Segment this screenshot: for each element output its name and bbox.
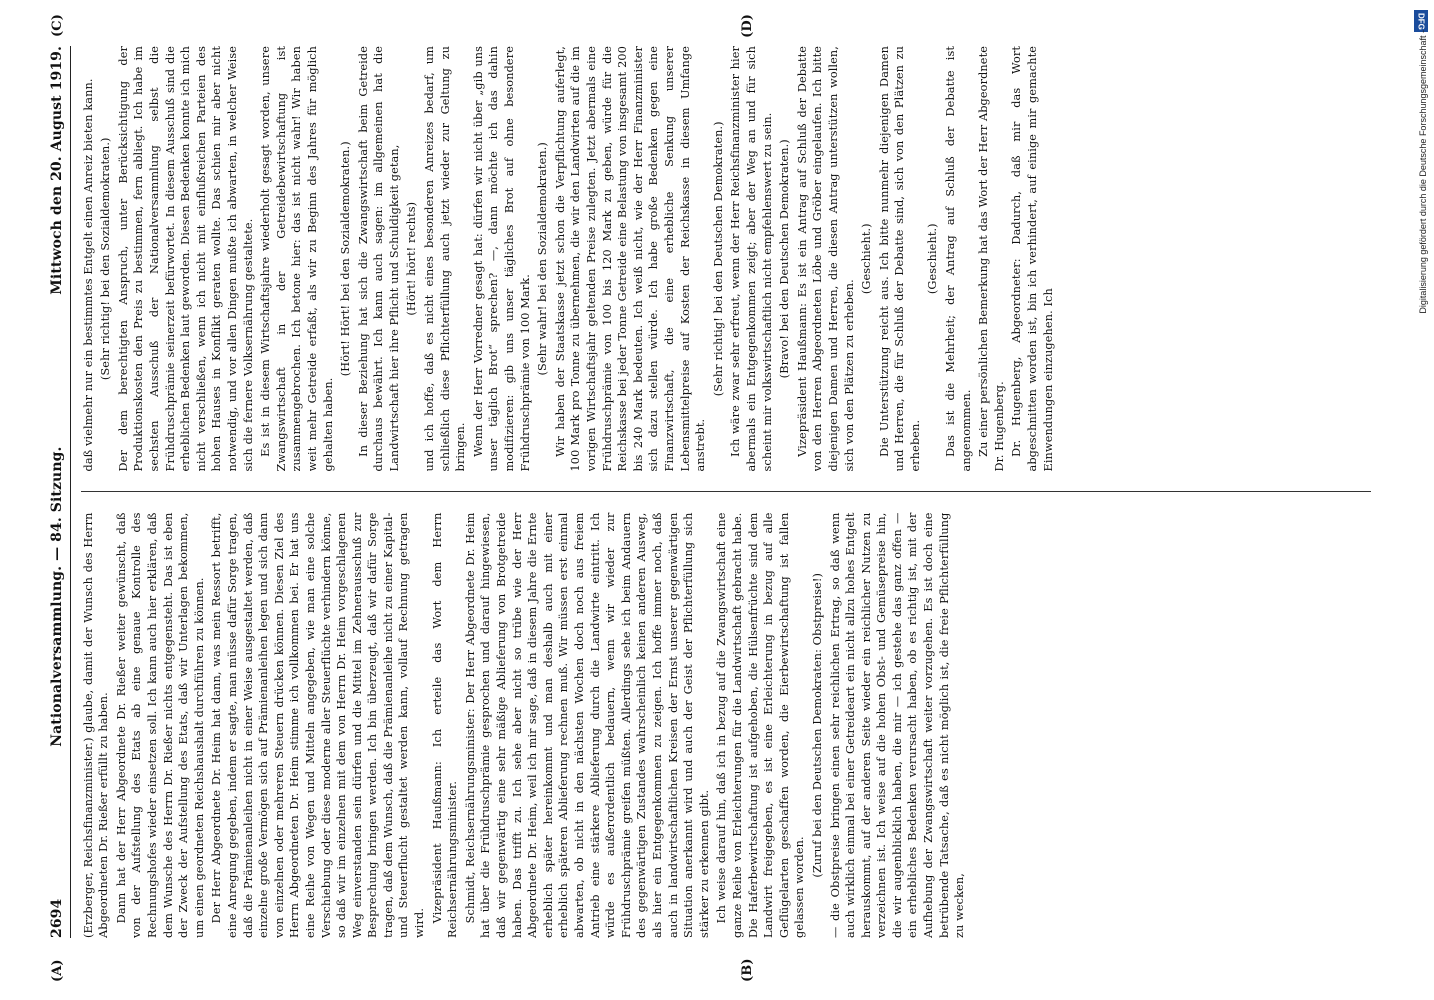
paragraph: — die Obstpreise bringen einen sehr reichlichen Ertrag, so daß wenn auch wirklich einmal bei einer Getreideart ein nicht allzu hohes Entgelt herauskommt, auf der anderen Seite wieder ein reichlicher Nutzen zu verzeichnen ist. Ich weise auf die hohen Obst- und Gemüsepreise hin, die wir augenblicklich haben, die mir — ich gestehe das ganz offen — ein erhebliches Bedenken verursacht haben, ob es richtig ist, mit der Aufhebung der Zwangswirtschaft weiter vorzugehen. Es ist doch eine betrübende Tatsache, daß es nicht möglich ist, die freie Pflichterfüllung zu wecken,: [828, 512, 967, 938]
margin-marker-c: (C): [50, 14, 65, 37]
page-header: [50, 46, 71, 938]
paragraph: Die Unterstützung reicht aus. Ich bitte nunmehr diejenigen Damen und Herren, die für Schluß der Debatte sind, sich von den Plätzen zu erheben.: [877, 46, 922, 472]
paragraph: In dieser Beziehung hat sich die Zwangswirtschaft beim Getreide durchaus bewährt. Ich kann auch sagen: im allgemeinen hat die Landwirtschaft hier ihre Pflicht und Schuldigkeit getan,: [356, 46, 401, 472]
paragraph: daß vielmehr nur ein bestimmtes Entgelt einen Anreiz bieten kann.: [81, 78, 95, 472]
paragraph: Ich weise darauf hin, daß ich in bezug auf die Zwangswirtschaft eine ganze Reihe von Erleichterungen für die Landwirtschaft gebracht habe. Die Haferbewirtschaftung ist aufgehoben, die Hülsenfrüchte sind dem Landwirt freigegeben, es ist eine Erleichterung in bezug auf alle Geflügelarten geschaffen worden, die Eierbewirtschaftung ist fallen gelassen worden.: [715, 512, 807, 938]
paragraph: Dann hat der Herr Abgeordnete Dr. Rießer weiter gewünscht, daß von der Aufstellung des Etats ab eine genaue Kontrolle des Rechnungshofes wieder einsetzen soll. Ich kann auch hier erklären, daß dem Wunsche des Herrn Dr. Rießer nichts entgegensteht. Das ist eben der Zweck der Aufstellung des Etats, daß wir Unterlagen bekommen, um einen geordneten Reichshaushalt durchführen zu können.: [114, 512, 206, 938]
interjection: (Geschieht.): [926, 223, 940, 295]
digitization-text: Digitalisierung gefördert durch die Deutsche Forschungsgemeinschaft -: [1418, 30, 1428, 314]
interjection: (Hört! Hört! bei den Sozialdemokraten.): [339, 141, 353, 377]
right-column: [81, 46, 1371, 472]
paragraph: (Erzberger, Reichsfinanzminister.) glaube, damit der Wunsch des Herrn Abgeordneten Dr. Rießer erfüllt zu haben.: [81, 512, 111, 938]
column-divider: [81, 492, 1371, 493]
paragraph: Das ist die Mehrheit; der Antrag auf Schluß der Debatte ist angenommen.: [944, 46, 973, 472]
text-columns: [81, 46, 1371, 938]
dfg-logo: DFG: [1414, 10, 1428, 32]
paragraph: Der dem berechtigten Anspruch, unter Berücksichtigung der Produktionskosten den Preis zu bestimmen, fern abliegt. Ich habe im sechsten Ausschuß der Nationalversammlung selbst die Frühdruschprämie seinerzeit befürwortet. In diesem Ausschuß sind die erheblichen Bedenken laut geworden. Diesen Bedenken konnte ich mich nicht verschließen, wenn ich nicht mit einflußreichen Parteien des hohen Hauses in Konflikt geraten wollte. Das schien mir aber nicht notwendig, und vor allen Dingen mußte ich abwarten, in welcher Weise sich die fernere Volksernährung gestaltete.: [116, 46, 255, 472]
paragraph: Schmidt, Reichsernährungsminister: Der Herr Abgeordnete Dr. Heim hat über die Frühdruschprämie gesprochen und darauf hingewiesen, daß wir gegenwärtig eine sehr mäßige Ablieferung von Brotgetreide haben. Das trifft zu. Ich sehe aber nicht so trübe wie der Herr Abgeordnete Dr. Heim, weil ich mir sage, daß in diesem Jahre die Ernte erheblich später hereinkommt und man deshalb auch mit einer erheblich späteren Ablieferung rechnen muß. Wir müssen erst einmal abwarten, ob nicht in den nächsten Wochen doch noch aus freiem Antrieb eine stärkere Ablieferung durch die Landwirte eintritt. Ich würde es außerordentlich bedauern, wenn wir wieder zur Frühdruschprämie greifen müßten. Allerdings sehe ich beim Andauern des gegenwärtigen Zustandes wahrscheinlich keinen anderen Ausweg, als hier ein Entgegenkommen zu zeigen. Ich hoffe immer noch, daß auch in landwirtschaftlichen Kreisen der Ernst unserer gegenwärtigen Situation anerkannt wird und auch der Geist der Pflichterfüllung sich stärker zu erkennen gibt.: [463, 512, 711, 938]
paragraph: Der Herr Abgeordnete Dr. Heim hat dann, was mein Ressort betrifft, eine Anregung gegeben, indem er sagte, man müsse dafür Sorge tragen, daß die Prämienanleihen nicht in einer Weise ausgestaltet werden, daß einzelne große Vermögen sich auf Prämienanleihen legen und sich dann von einzelnen oder mehreren Steuern drücken können. Diesen Ziel des Herrn Abgeordneten Dr. Heim stimme ich vollkommen bei. Er hat uns eine Reihe von Wegen und Mitteln angegeben, wie man eine solche Verschiebung oder diese moderne aller Steuerflüchte verhindern könne, so daß wir im einzelnen mit dem von Herrn Dr. Heim vorgeschlagenen Weg einverstanden sein dürfen und die Mittel im Zehnerausschuß zur Besprechung bringen werden. Ich bin überzeugt, daß wir dafür Sorge tragen, daß dem Wunsch, daß die Prämienanleihe nicht zu einer Kapital- und Steuerflucht gestaltet werden kann, vollauf Rechnung getragen wird.: [210, 512, 427, 938]
rotated-document-page: [10, 10, 1410, 990]
margin-marker-b: (B): [740, 958, 755, 982]
header-right-title: Mittwoch den 20. August 1919.: [49, 46, 65, 295]
paragraph: Wir haben der Staatskasse jetzt schon die Verpflichtung auferlegt, 100 Mark pro Tonne zu übernehmen, die wir den Landwirten auf die im vorigen Wirtschaftsjahr geltenden Preise zulegten. Jetzt abermals eine Frühdruschprämie von 100 bis 120 Mark zu geben, würde für die Reichskasse bei jeder Tonne Getreide eine Belastung von insgesamt 200 bis 240 Mark bedeuten. Ich weiß nicht, wie der Herr Finanzminister sich dazu stellen würde. Ich habe große Bedenken gegen eine Finanzwirtschaft, die eine erhebliche Senkung unserer Lebensmittelpreise auf Kosten der Reichskasse in diesem Umfange anstrebt.: [553, 46, 708, 472]
margin-marker-d: (D): [740, 14, 755, 38]
paragraph: Ich wäre zwar sehr erfreut, wenn der Herr Reichsfinanzminister hier abermals ein Entgegenkommen zeigt; aber der Weg an und für sich scheint mir volkswirtschaftlich nicht empfehlenswert zu sein.: [729, 46, 774, 472]
interjection: (Sehr richtig! bei den Sozialdemokraten.): [99, 137, 113, 381]
paragraph: Zu einer persönlichen Bemerkung hat das Wort der Herr Abgeordnete Dr. Hugenberg.: [977, 46, 1006, 472]
interjection: (Zuruf bei den Deutschen Demokraten: Obstpreise!): [810, 572, 824, 878]
paragraph: Vizepräsident Haußmann: Es ist ein Antrag auf Schluß der Debatte von den Herren Abgeordneten Löbe und Gröber eingelaufen. Ich bitte diejenigen Damen und Herren, die diesen Antrag unterstützen wollen, sich von den Plätzen zu erheben.: [795, 46, 856, 472]
page-number: 2694: [49, 898, 65, 938]
interjection: (Hört! hört! rechts): [405, 201, 419, 316]
interjection: (Sehr wahr! bei den Sozialdemokraten.): [536, 142, 550, 376]
digitization-notice: [1408, 10, 1428, 730]
header-left-title: Nationalversammlung. — 84. Sitzung.: [49, 446, 65, 747]
paragraph: Es ist in diesem Wirtschaftsjahre wiederholt gesagt worden, unsere Zwangswirtschaft in der Getreidebewirtschaftung ist zusammengebrochen. Ich betone hier: das ist nicht wahr! Wir haben weit mehr Getreide erfaßt, als wir zu Beginn des Jahres für möglich gehalten haben.: [259, 46, 335, 472]
interjection: (Geschieht.): [860, 223, 874, 295]
left-column: [81, 513, 1371, 939]
interjection: (Bravo! bei den Deutschen Demokraten.): [778, 139, 792, 379]
paragraph: Dr. Hugenberg, Abgeordneter: Dadurch, daß mir das Wort abgeschnitten worden ist, bin ich verhindert, auf einige mir gemachte Einwendungen einzugehen. Ich: [1010, 46, 1055, 472]
margin-marker-a: (A): [50, 959, 65, 982]
interjection: (Sehr richtig! bei den Deutschen Demokraten.): [711, 121, 725, 397]
paragraph: und ich hoffe, daß es nicht eines besonderen Anreizes bedarf, um schließlich diese Pflichterfüllung auch jetzt wieder zur Geltung zu bringen.: [423, 46, 468, 472]
paragraph: Vizepräsident Haußmann: Ich erteile das Wort dem Herrn Reichsernährungsminister.: [430, 512, 460, 938]
paragraph: Wenn der Herr Vorredner gesagt hat: dürfen wir nicht über „gib uns unser täglich Brot“ sprechen? —, dann möchte ich das dahin modifizieren: gib uns unser tägliches Brot auf ohne besondere Frühdruschprämie von 100 Mark.: [471, 46, 532, 472]
